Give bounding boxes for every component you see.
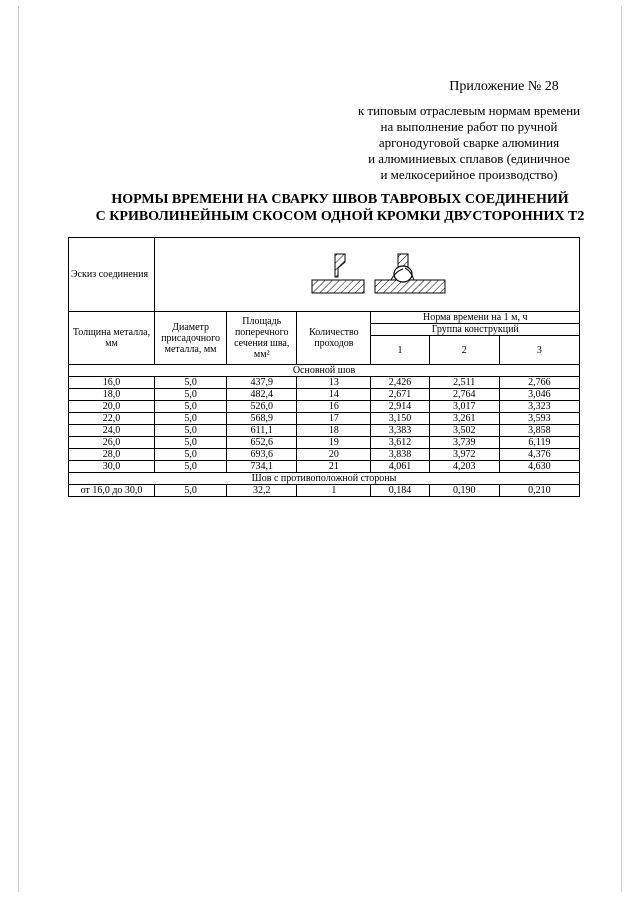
table-cell: 16,0: [69, 377, 155, 389]
table-cell: 3,972: [429, 449, 499, 461]
table-cell: 2,426: [371, 377, 429, 389]
table-cell: 3,739: [429, 437, 499, 449]
table-cell: 3,502: [429, 425, 499, 437]
table-row: [69, 449, 580, 461]
appendix-line: на выполнение работ по ручной: [380, 119, 558, 134]
table-cell: 3,017: [429, 401, 499, 413]
table-cell: 0,184: [371, 485, 429, 497]
table-cell: 30,0: [69, 461, 155, 473]
table-cell: от 16,0 до 30,0: [69, 485, 155, 497]
table-cell: 3,150: [371, 413, 429, 425]
table-cell: 19: [297, 437, 371, 449]
appendix-line: аргонодуговой сварке алюминия: [378, 135, 560, 150]
header-group-3: 3: [499, 336, 579, 365]
norms-table: [68, 237, 580, 497]
table-cell: 5,0: [155, 389, 227, 401]
table-cell: 3,858: [499, 425, 579, 437]
table-row: [69, 461, 580, 473]
table-cell: 22,0: [69, 413, 155, 425]
table-row: [69, 413, 580, 425]
appendix-line: и алюминиевых сплавов (единичное: [368, 151, 570, 166]
appendix-subtitle: [338, 103, 600, 183]
table-cell: 5,0: [155, 413, 227, 425]
table-cell: 3,323: [499, 401, 579, 413]
header-thickness: Толщина металла, мм: [69, 312, 155, 365]
table-cell: 3,593: [499, 413, 579, 425]
table-cell: 3,046: [499, 389, 579, 401]
header-group-1: 1: [371, 336, 429, 365]
header-group: Группа конструкций: [371, 324, 580, 336]
table-cell: 32,2: [227, 485, 297, 497]
header-norm: Норма времени на 1 м, ч: [371, 312, 580, 324]
table-cell: 24,0: [69, 425, 155, 437]
table-cell: 611,1: [227, 425, 297, 437]
table-cell: 568,9: [227, 413, 297, 425]
table-cell: 18: [297, 425, 371, 437]
table-cell: 2,511: [429, 377, 499, 389]
heading-line-2: С КРИВОЛИНЕЙНЫМ СКОСОМ ОДНОЙ КРОМКИ ДВУСТОРОННИХ Т2: [95, 209, 585, 224]
table-cell: 5,0: [155, 449, 227, 461]
table-cell: 14: [297, 389, 371, 401]
header-area: Площадь поперечного сечения шва, мм²: [227, 312, 297, 365]
table-cell: 3,383: [371, 425, 429, 437]
table-cell: 526,0: [227, 401, 297, 413]
table-cell: 5,0: [155, 377, 227, 389]
table-cell: 0,190: [429, 485, 499, 497]
table-cell: 16: [297, 401, 371, 413]
table-cell: 4,376: [499, 449, 579, 461]
joint-sketch: [155, 238, 580, 312]
table-cell: 2,766: [499, 377, 579, 389]
heading-line-1: НОРМЫ ВРЕМЕНИ НА СВАРКУ ШВОВ ТАВРОВЫХ СОЕДИНЕНИЙ: [111, 192, 569, 207]
table-cell: 3,612: [371, 437, 429, 449]
table-cell: 3,838: [371, 449, 429, 461]
header-group-2: 2: [429, 336, 499, 365]
table-cell: 4,630: [499, 461, 579, 473]
table-cell: 2,671: [371, 389, 429, 401]
sketch-label: Эскиз соединения: [69, 238, 155, 312]
table-cell: 20: [297, 449, 371, 461]
table-cell: 5,0: [155, 437, 227, 449]
table-cell: 13: [297, 377, 371, 389]
table-row: [69, 377, 580, 389]
appendix-line: и мелкосерийное производство): [380, 167, 558, 182]
appendix-line: к типовым отраслевым нормам времени: [357, 103, 581, 118]
table-cell: 3,261: [429, 413, 499, 425]
section-main-seam: Основной шов: [69, 365, 580, 377]
document-heading: [60, 191, 620, 225]
table-cell: 693,6: [227, 449, 297, 461]
table-cell: 26,0: [69, 437, 155, 449]
table-cell: 437,9: [227, 377, 297, 389]
table-cell: 734,1: [227, 461, 297, 473]
table-cell: 0,210: [499, 485, 579, 497]
table-cell: 4,203: [429, 461, 499, 473]
table-cell: 652,6: [227, 437, 297, 449]
table-row: [69, 389, 580, 401]
table-row: [69, 425, 580, 437]
table-cell: 6,119: [499, 437, 579, 449]
appendix-title: Приложение № 28: [449, 79, 559, 94]
section-back-seam: Шов с противоположной стороны: [69, 473, 580, 485]
table-row: [69, 485, 580, 497]
table-row: [69, 401, 580, 413]
table-row: [69, 437, 580, 449]
table-cell: 21: [297, 461, 371, 473]
table-cell: 4,061: [371, 461, 429, 473]
table-cell: 2,914: [371, 401, 429, 413]
table-cell: 5,0: [155, 461, 227, 473]
table-cell: 5,0: [155, 401, 227, 413]
table-cell: 5,0: [155, 485, 227, 497]
table-cell: 28,0: [69, 449, 155, 461]
table-cell: 17: [297, 413, 371, 425]
table-cell: 482,4: [227, 389, 297, 401]
table-cell: 1: [297, 485, 371, 497]
header-diameter: Диаметр присадочного металла, мм: [155, 312, 227, 365]
table-cell: 5,0: [155, 425, 227, 437]
weld-joint-sketch-icon: [155, 238, 579, 311]
table-cell: 20,0: [69, 401, 155, 413]
table-cell: 2,764: [429, 389, 499, 401]
header-passes: Количество проходов: [297, 312, 371, 365]
table-cell: 18,0: [69, 389, 155, 401]
